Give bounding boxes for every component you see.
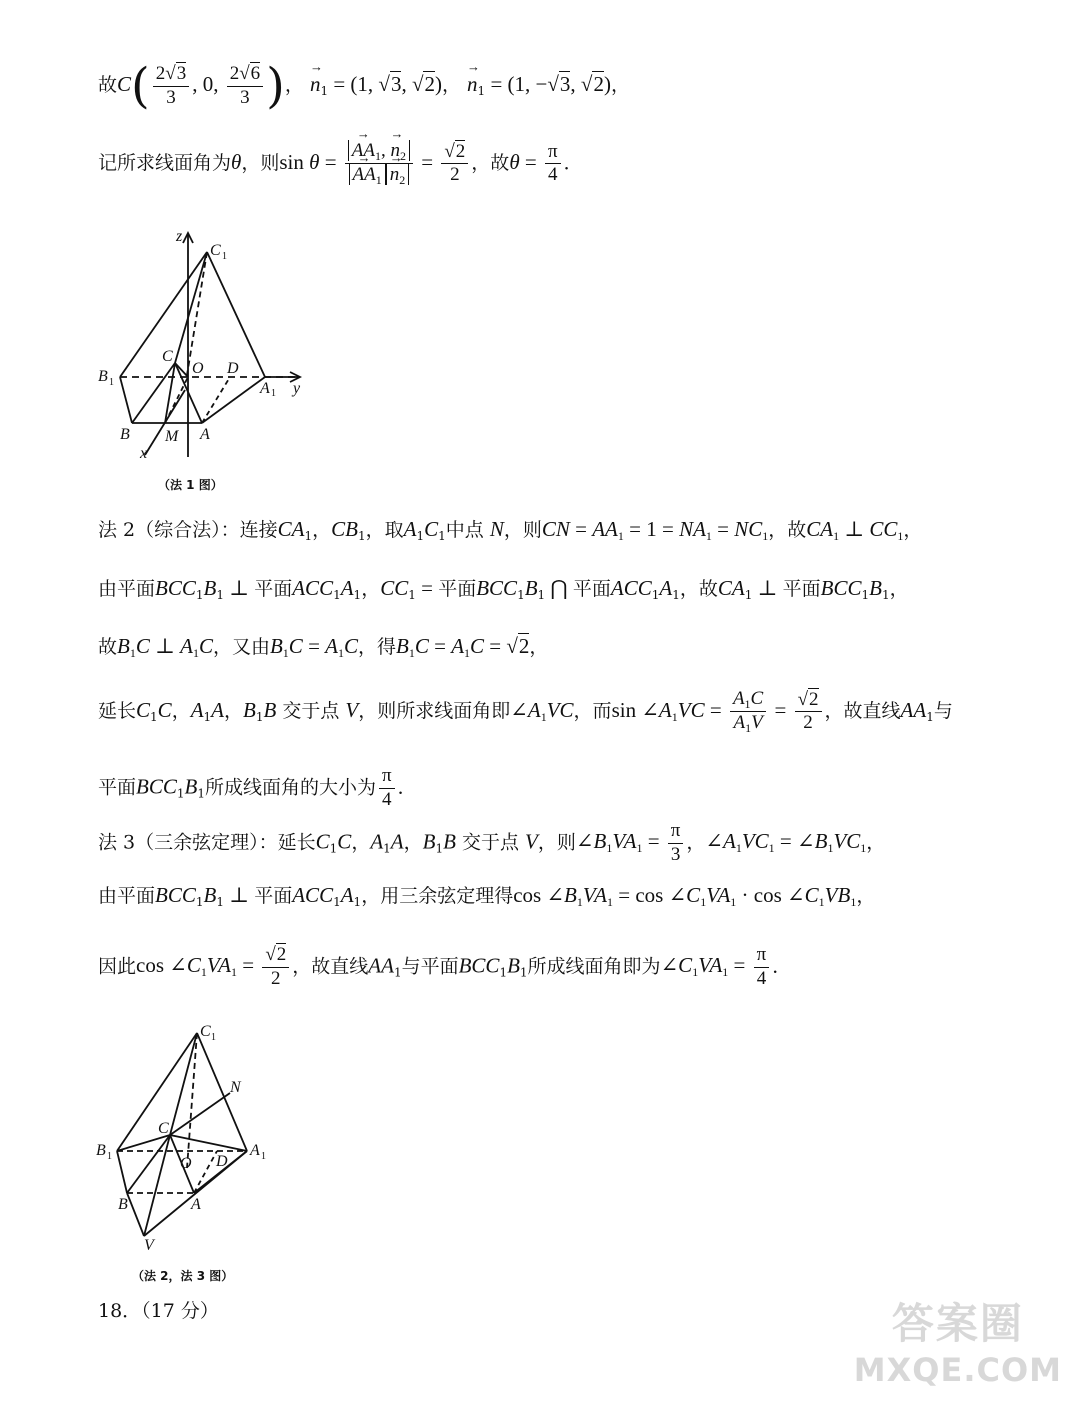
svg-text:D: D <box>216 1153 228 1170</box>
svg-text:B: B <box>118 1196 128 1213</box>
svg-text:B: B <box>120 426 130 443</box>
svg-text:A: A <box>191 1196 201 1213</box>
svg-text:1: 1 <box>211 1032 216 1043</box>
svg-text:A: A <box>200 426 210 443</box>
method-2-line-3: 故$B_1C$ ⊥ $A_1C$，又由$B_1C = A_1C$，得$B_1C = A_1C = √2$， <box>98 634 549 660</box>
method-3-line-2: 由平面$BCC_1B_1$ ⊥ 平面$ACC_1A_1$，用三余弦定理得$\cos \angle B_1VA_1 = \cos$ $\angle C_1VA_1 \cdot \cos$ $\angle C_1VB_1$， <box>98 883 876 909</box>
question-18: 18．（17 分） <box>98 1300 219 1322</box>
svg-text:B: B <box>96 1142 106 1159</box>
svg-text:O: O <box>180 1155 192 1172</box>
coordinates-line: 故C( $\frac{2√3}{3}$ , 0, $\frac{2√6}{3}$ )， → $n_1 = (1$, √3, √2)， → $n_1 = (1$, −√3, √2)， <box>98 62 630 110</box>
svg-text:1: 1 <box>222 251 227 262</box>
svg-text:C: C <box>200 1023 211 1040</box>
svg-text:C: C <box>210 242 221 259</box>
method-3-line-1: 法 3（三余弦定理）：延长$C_1C$，$A_1A$，$B_1B$ 交于点 V，则$\angle B_1VA_1$ = $\frac{\pi}{3}$ ，$\angle A_1VC_1$ = $\angle B_1VC_1$， <box>98 820 886 865</box>
method-2-line-1: 法 2（综合法）：连接$CA_1$，$CB_1$，取$A_1C_1$中点 N，则CN = $AA_1 = 1 = NA_1 = NC_1$，故$CA_1$ ⊥ $CC_1$， <box>98 517 923 543</box>
svg-text:y: y <box>293 380 301 397</box>
svg-text:1: 1 <box>107 1151 112 1162</box>
svg-text:V: V <box>144 1237 154 1254</box>
svg-text:O: O <box>192 360 204 377</box>
svg-text:M: M <box>165 428 179 445</box>
svg-text:D: D <box>227 360 239 377</box>
svg-text:1: 1 <box>261 1151 266 1162</box>
svg-text:x: x <box>140 445 148 462</box>
svg-text:A: A <box>250 1142 260 1159</box>
method-3-line-3: 因此$\cos \angle C_1VA_1$ = $\frac{√2}{2}$ ，故直线$AA_1$与平面$BCC_1B_1$所成线面角即为$\angle C_1VA_1$ = $\frac{\pi}{4}$ ． <box>98 944 792 989</box>
figure-2-caption: （法 2，法 3 图） <box>132 1269 234 1283</box>
watermark: 答案圈 MXQE.COM <box>853 1299 1062 1389</box>
svg-text:B: B <box>98 368 108 385</box>
sine-line: 记所求线面角为θ，则sin θ = → $AA_1$, → $n_2$ → $AA_1\to n_2$ = $\frac{√2}{2}$ ，故θ = $\frac{\pi}{4}$ ． <box>98 140 583 188</box>
figure-method-2-3 <box>92 1018 282 1258</box>
svg-text:1: 1 <box>109 377 114 388</box>
svg-text:A: A <box>260 380 270 397</box>
svg-text:1: 1 <box>271 388 276 399</box>
svg-text:N: N <box>230 1079 241 1096</box>
svg-text:z: z <box>176 228 183 245</box>
method-2-line-5: 平面$BCC_1B_1$所成线面角的大小为 $\frac{\pi}{4}$ ． <box>98 765 417 810</box>
svg-text:C: C <box>162 348 173 365</box>
method-2-line-2: 由平面$BCC_1B_1$ ⊥ 平面$ACC_1A_1$，$CC_1$ = 平面$BCC_1B_1$ ⋂ 平面$ACC_1A_1$，故$CA_1$ ⊥ 平面$BCC_1B_1$， <box>98 576 909 602</box>
figure-method-1 <box>90 225 320 465</box>
svg-text:C: C <box>158 1120 169 1137</box>
method-2-line-4: 延长$C_1C$，$A_1A$，$B_1B$ 交于点 V，则所求线面角即$\angle A_1VC$，而$\sin \angle A_1VC$ = $\frac{A_1C}{A_1V}$ = $\frac{√2}{2}$ ，故直线$AA_1$与 <box>98 688 953 736</box>
figure-1-caption: （法 1 图） <box>158 478 223 492</box>
